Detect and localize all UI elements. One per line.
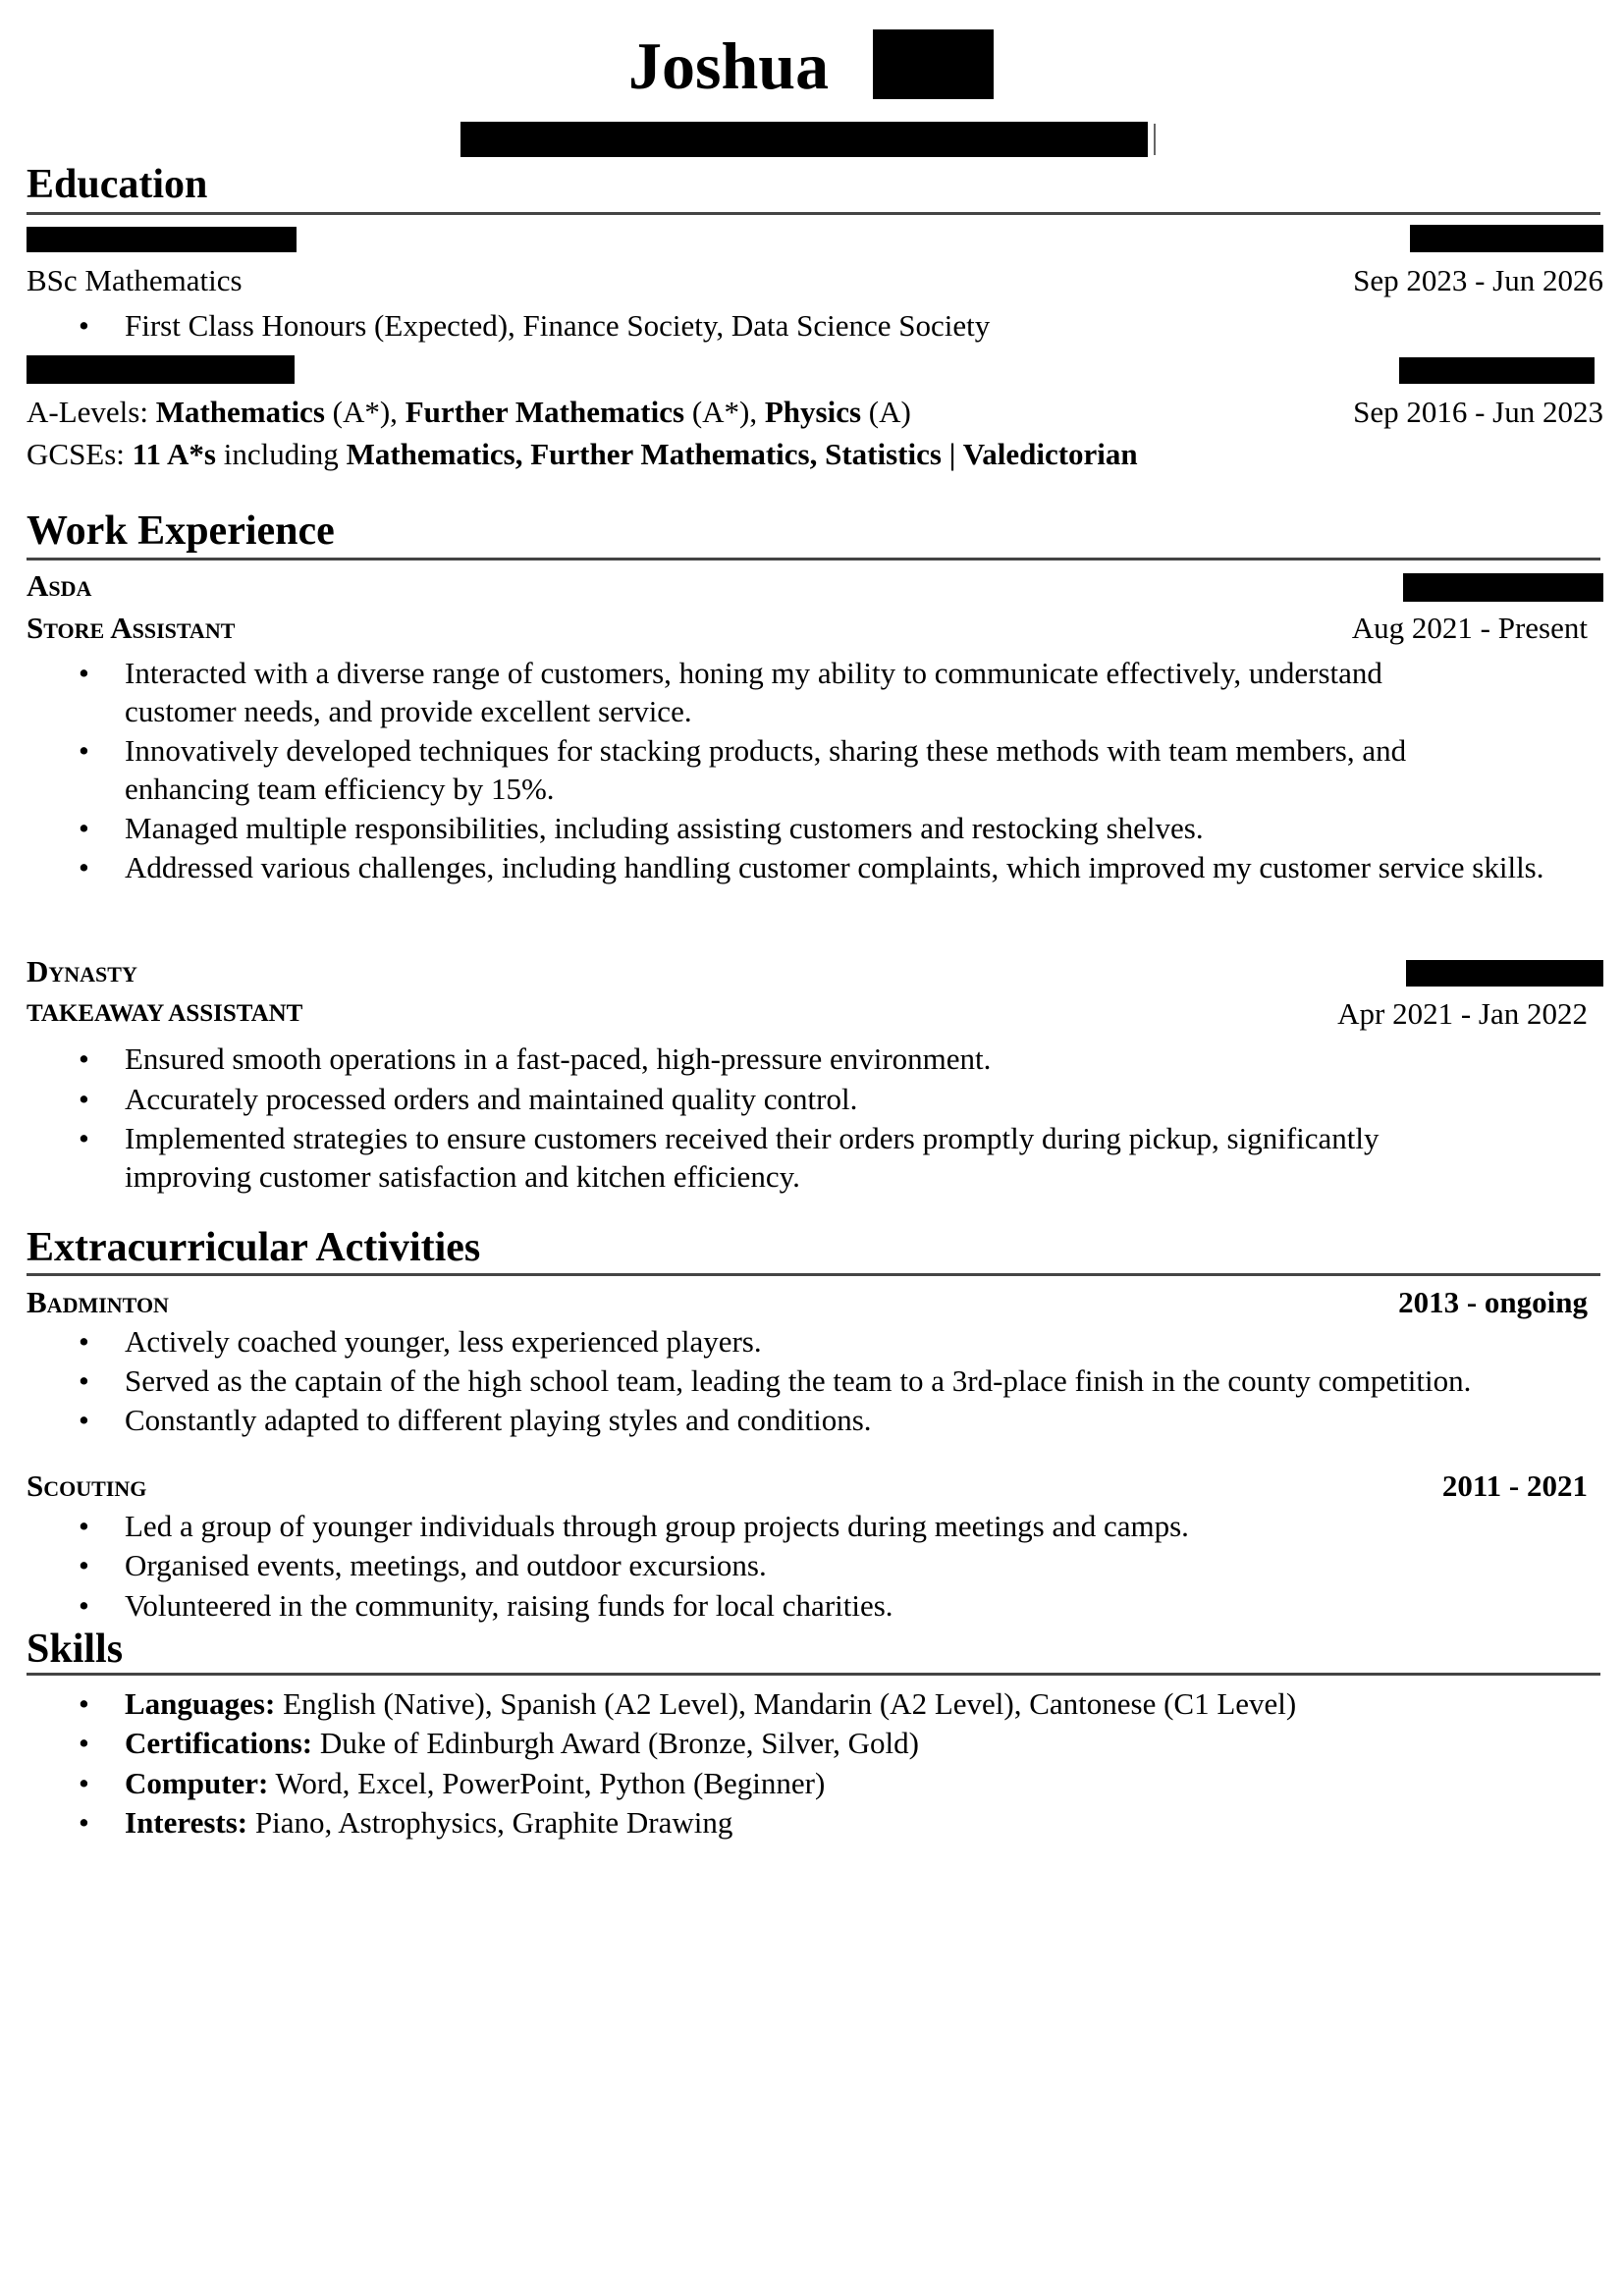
redacted-surname	[873, 29, 994, 99]
gcse-including: including	[215, 437, 347, 471]
section-title-work: Work Experience	[27, 508, 335, 554]
section-title-education: Education	[27, 162, 208, 207]
degree-title: BSc Mathematics	[27, 263, 243, 297]
company-name: Dynasty	[27, 954, 137, 988]
bullet-icon: •	[79, 850, 89, 884]
alevel-subject: Mathematics	[155, 395, 325, 429]
job-dates: Aug 2021 - Present	[1351, 611, 1588, 645]
redacted-school-location	[1399, 357, 1595, 384]
bullet-icon: •	[79, 308, 89, 343]
job-bullet: Managed multiple responsibilities, including assisting customers and restocking shelves.	[125, 811, 1204, 845]
degree-dates: Sep 2023 - Jun 2026	[1353, 263, 1603, 297]
activity-dates: 2013 - ongoing	[1398, 1285, 1588, 1319]
job-dates: Apr 2021 - Jan 2022	[1337, 996, 1588, 1031]
bullet-icon: •	[79, 1588, 89, 1623]
degree-bullet: First Class Honours (Expected), Finance Society, Data Science Society	[125, 308, 991, 343]
skill-value: Duke of Edinburgh Award (Bronze, Silver, Gold)	[312, 1726, 919, 1760]
activity-bullet: Led a group of younger individuals through group projects during meetings and camps.	[125, 1509, 1189, 1543]
bullet-icon: •	[79, 1041, 89, 1076]
section-title-skills: Skills	[27, 1627, 124, 1672]
job-bullet: Accurately processed orders and maintained quality control.	[125, 1082, 858, 1116]
activity-bullet: Organised events, meetings, and outdoor excursions.	[125, 1548, 767, 1582]
skill-item	[125, 1724, 1607, 1762]
company-name: Asda	[27, 568, 92, 603]
skill-item	[125, 1764, 1607, 1802]
skill-item	[125, 1684, 1607, 1723]
bullet-icon: •	[79, 1509, 89, 1543]
activity-bullet: Actively coached younger, less experienced players.	[125, 1324, 762, 1359]
candidate-name: Joshua	[628, 28, 830, 103]
bullet-icon: •	[79, 733, 89, 768]
skill-label: Certifications:	[125, 1726, 313, 1760]
skill-value: English (Native), Spanish (A2 Level), Mandarin (A2 Level), Cantonese (C1 Level)	[275, 1686, 1297, 1721]
gcse-line	[27, 435, 1138, 473]
skill-label: Interests:	[125, 1805, 248, 1840]
redacted-company-location	[1403, 573, 1603, 602]
bullet-icon: •	[79, 1403, 89, 1437]
gcse-subjects: Mathematics, Further Mathematics, Statistics | Valedictorian	[346, 437, 1138, 471]
section-title-extracurricular: Extracurricular Activities	[27, 1225, 481, 1270]
redacted-company-location	[1406, 960, 1603, 987]
bullet-icon: •	[79, 1121, 89, 1155]
bullet-icon: •	[79, 811, 89, 845]
job-role: TAKEAWAY ASSISTANT	[27, 1000, 303, 1027]
job-bullet: Addressed various challenges, including handling customer complaints, which improved my customer service skills.	[125, 850, 1544, 884]
bullet-icon: •	[79, 1726, 89, 1760]
activity-name: Badminton	[27, 1285, 169, 1319]
bullet-icon: •	[79, 1766, 89, 1800]
school-dates: Sep 2016 - Jun 2023	[1353, 395, 1603, 429]
skill-value: Piano, Astrophysics, Graphite Drawing	[247, 1805, 733, 1840]
skill-value: Word, Excel, PowerPoint, Python (Beginner)	[268, 1766, 826, 1800]
alevel-subject: Further Mathematics	[405, 395, 685, 429]
job-bullet: Ensured smooth operations in a fast-paced, high-pressure environment.	[125, 1041, 992, 1076]
section-divider	[27, 1673, 1600, 1676]
activity-bullet: Volunteered in the community, raising funds for local charities.	[125, 1588, 893, 1623]
skill-label: Computer:	[125, 1766, 269, 1800]
job-bullet: Implemented strategies to ensure customers received their orders promptly during pickup, significantly improving customer satisfaction and kitchen efficiency.	[125, 1121, 1380, 1194]
section-divider	[27, 1273, 1600, 1276]
job-bullet: Innovatively developed techniques for stacking products, sharing these methods with team members, and enhancing team efficiency by 15%.	[125, 733, 1407, 806]
bullet-icon: •	[79, 656, 89, 690]
job-role: Store Assistant	[27, 611, 236, 645]
bullet-icon: •	[79, 1082, 89, 1116]
bullet-icon: •	[79, 1324, 89, 1359]
skill-item	[125, 1803, 1607, 1842]
bullet-icon: •	[79, 1805, 89, 1840]
alevels-label: A-Levels:	[27, 395, 156, 429]
gcse-count: 11 A*s	[132, 437, 216, 471]
job-bullet: Interacted with a diverse range of customers, honing my ability to communicate effectively, understand customer needs, and provide excellent service.	[125, 656, 1382, 728]
redacted-contact-divider	[1154, 124, 1156, 155]
alevel-grade: (A)	[861, 395, 911, 429]
alevels-line	[27, 393, 911, 431]
bullet-icon: •	[79, 1363, 89, 1398]
bullet-icon: •	[79, 1548, 89, 1582]
redacted-university-name	[27, 227, 297, 252]
redacted-contact-info	[460, 122, 1148, 157]
activity-name: Scouting	[27, 1468, 147, 1503]
gcse-label: GCSEs:	[27, 437, 133, 471]
bullet-icon: •	[79, 1686, 89, 1721]
section-divider	[27, 212, 1600, 215]
activity-dates: 2011 - 2021	[1441, 1468, 1588, 1503]
activity-bullet: Constantly adapted to different playing styles and conditions.	[125, 1403, 872, 1437]
skill-label: Languages:	[125, 1686, 276, 1721]
activity-bullet: Served as the captain of the high school team, leading the team to a 3rd-place finish in the county competition.	[125, 1363, 1472, 1398]
alevel-grade: (A*),	[324, 395, 406, 429]
section-divider	[27, 558, 1600, 561]
redacted-university-location	[1410, 225, 1603, 252]
redacted-school-name	[27, 355, 295, 384]
alevel-grade: (A*),	[684, 395, 765, 429]
alevel-subject: Physics	[764, 395, 862, 429]
